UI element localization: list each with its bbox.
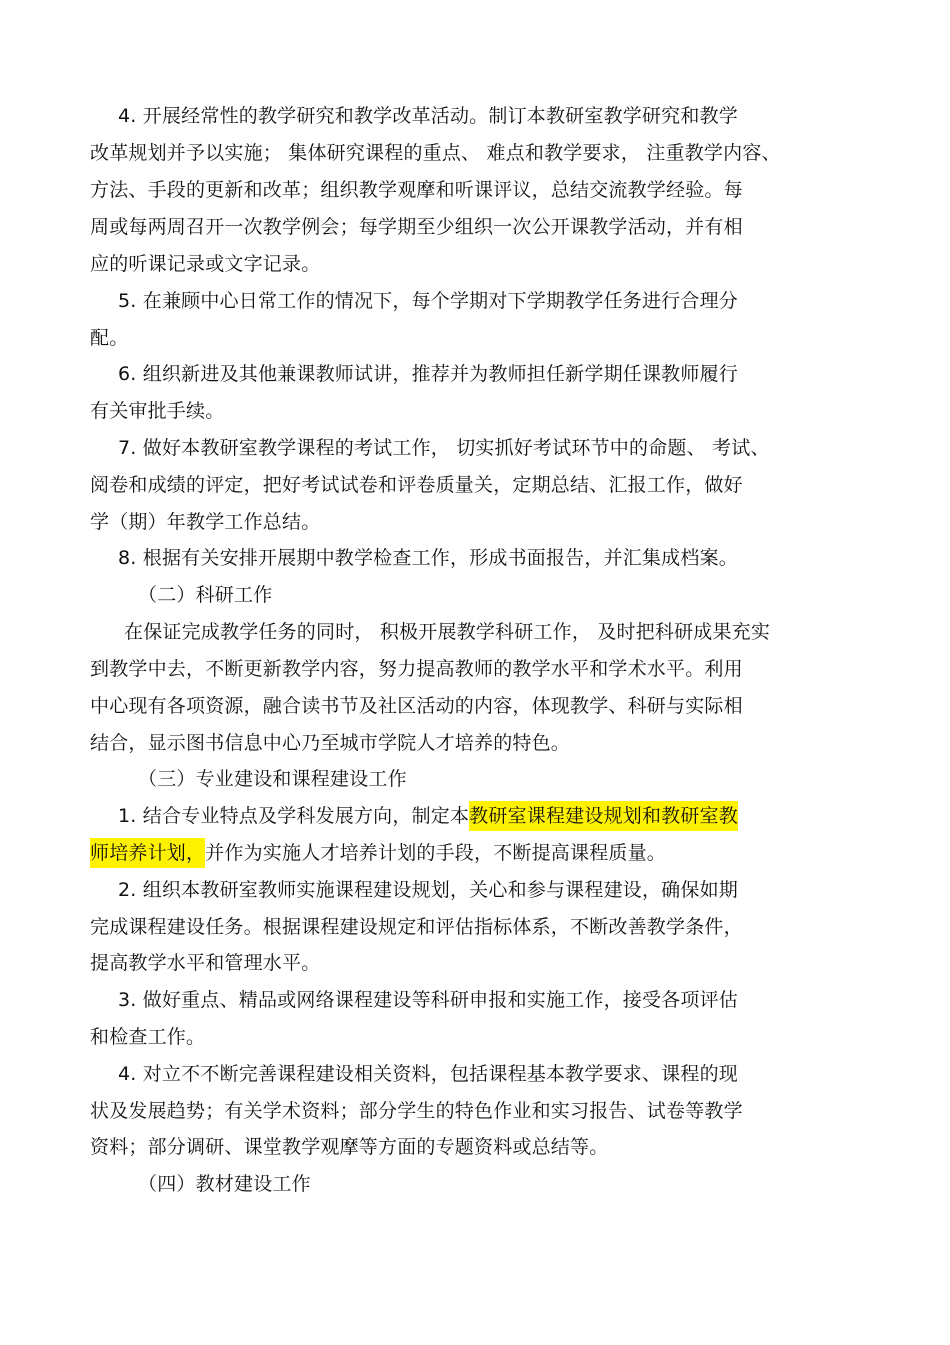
paragraph-line: 8. 根据有关安排开展期中教学检查工作，形成书面报告，并汇集成档案。	[118, 547, 738, 569]
paragraph-line: 阅卷和成绩的评定，把好考试试卷和评卷质量关，定期总结、汇报工作，做好	[90, 474, 743, 496]
paragraph-line: 周或每两周召开一次教学例会；每学期至少组织一次公开课教学活动，并有相	[90, 216, 743, 238]
highlighted-text: 师培养计划，	[90, 838, 205, 868]
line-text: 1. 结合专业特点及学科发展方向，制定本	[118, 805, 470, 827]
paragraph-line: 4. 开展经常性的教学研究和教学改革活动。制订本教研室教学研究和教学	[118, 105, 738, 127]
section-heading: （四）教材建设工作	[138, 1173, 311, 1195]
paragraph-line: 到教学中去，不断更新教学内容，努力提高教师的教学水平和学术水平。利用	[90, 658, 743, 680]
paragraph-line: 完成课程建设任务。根据课程建设规定和评估指标体系，不断改善教学条件，	[90, 916, 743, 938]
paragraph-line: 配。	[90, 327, 129, 349]
paragraph-line: 4. 对立不不断完善课程建设相关资料，包括课程基本教学要求、课程的现	[118, 1063, 738, 1085]
paragraph-line: 应的听课记录或文字记录。	[90, 253, 321, 275]
highlighted-text: 教研室课程建设规划和教研室教	[469, 801, 738, 831]
paragraph-line: 改革规划并予以实施； 集体研究课程的重点、 难点和教学要求， 注重教学内容、	[90, 142, 781, 164]
paragraph-line: 结合，显示图书信息中心乃至城市学院人才培养的特色。	[90, 732, 571, 754]
line-text: 并作为实施人才培养计划的手段，不断提高课程质量。	[205, 842, 667, 864]
paragraph-line: 2. 组织本教研室教师实施课程建设规划，关心和参与课程建设，确保如期	[118, 879, 738, 901]
paragraph-line: 资料；部分调研、课堂教学观摩等方面的专题资料或总结等。	[90, 1136, 609, 1158]
paragraph-line: 学（期）年教学工作总结。	[90, 511, 321, 533]
paragraph-line	[118, 804, 738, 828]
paragraph-line: 3. 做好重点、精品或网络课程建设等科研申报和实施工作，接受各项评估	[118, 989, 738, 1011]
paragraph-line: 在保证完成教学任务的同时， 积极开展教学科研工作， 及时把科研成果充实	[124, 621, 771, 643]
paragraph-line: 和检查工作。	[90, 1026, 206, 1048]
section-heading: （二）科研工作	[138, 584, 273, 606]
paragraph-line	[90, 841, 666, 865]
paragraph-line: 有关审批手续。	[90, 400, 225, 422]
paragraph-line: 6. 组织新进及其他兼课教师试讲，推荐并为教师担任新学期任课教师履行	[118, 363, 738, 385]
paragraph-line: 状及发展趋势；有关学术资料；部分学生的特色作业和实习报告、试卷等教学	[90, 1100, 743, 1122]
section-heading: （三）专业建设和课程建设工作	[138, 768, 407, 790]
paragraph-line: 方法、手段的更新和改革；组织教学观摩和听课评议，总结交流教学经验。每	[90, 179, 743, 201]
paragraph-line: 7. 做好本教研室教学课程的考试工作， 切实抓好考试环节中的命题、 考试、	[118, 437, 770, 459]
paragraph-line: 5. 在兼顾中心日常工作的情况下，每个学期对下学期教学任务进行合理分	[118, 290, 738, 312]
paragraph-line: 提高教学水平和管理水平。	[90, 952, 321, 974]
paragraph-line: 中心现有各项资源，融合读书节及社区活动的内容，体现教学、科研与实际相	[90, 695, 743, 717]
